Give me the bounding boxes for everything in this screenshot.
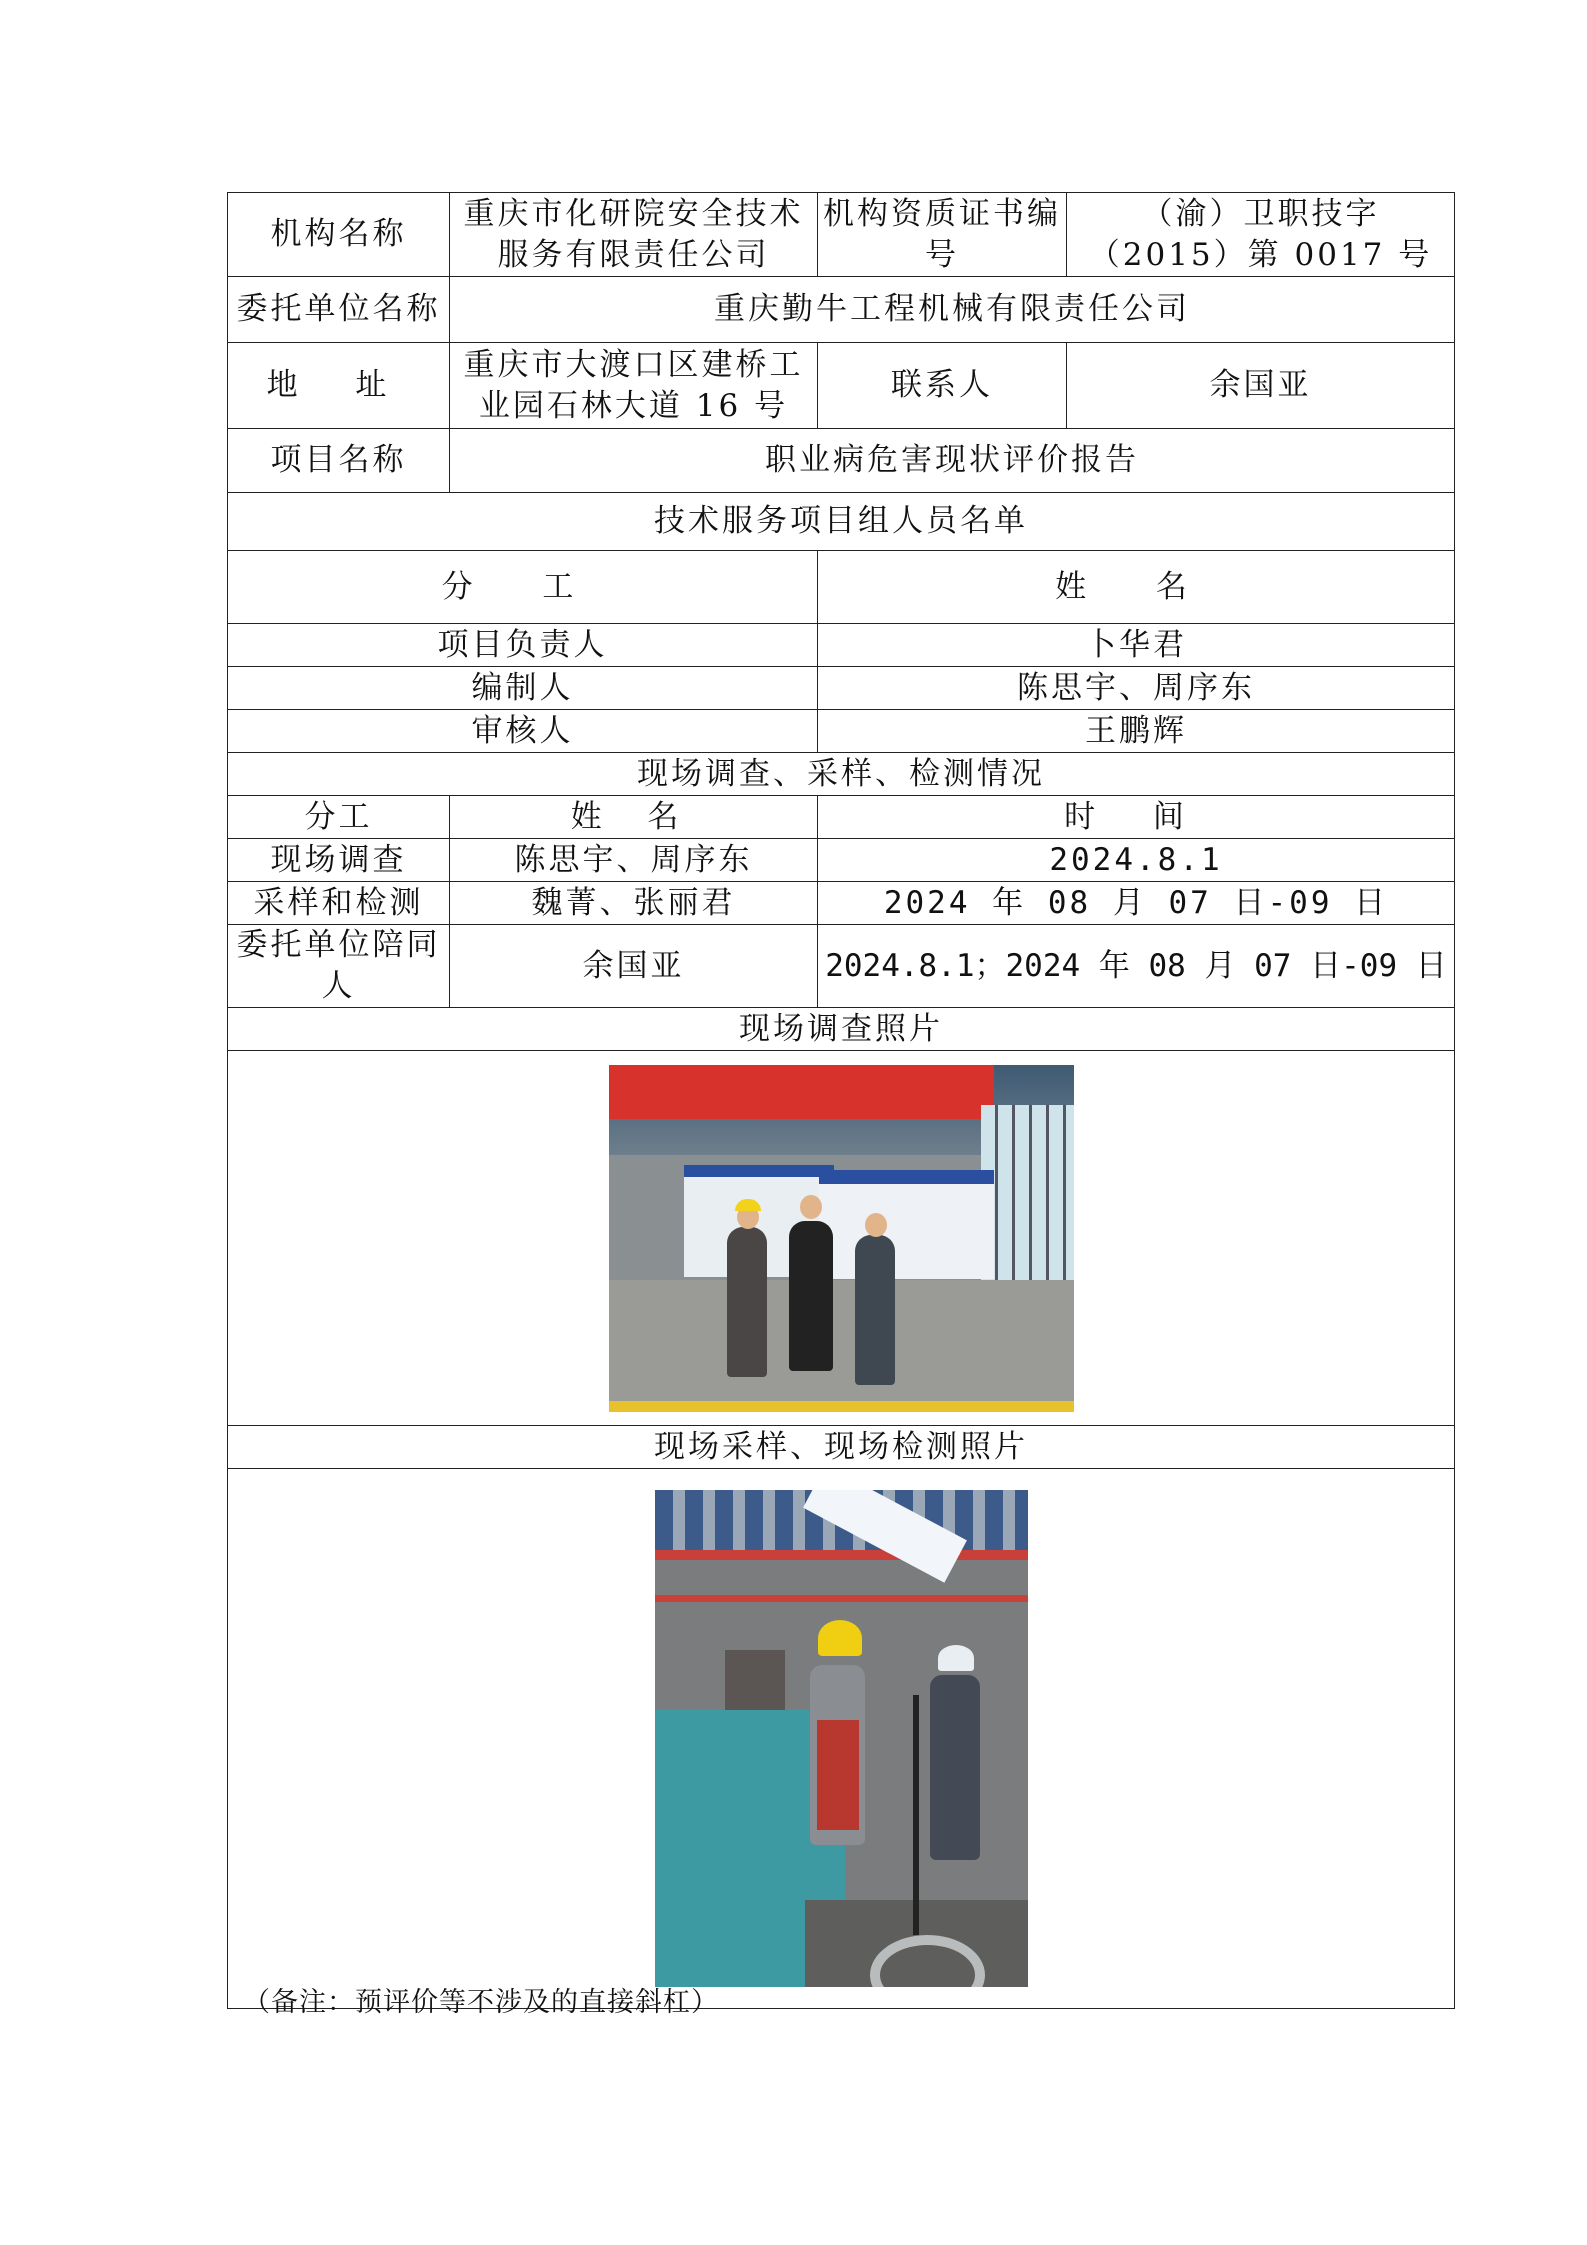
org-name-value: 重庆市化研院安全技术服务有限责任公司 xyxy=(450,193,818,277)
photo-safety-helmet xyxy=(818,1620,862,1656)
photo-person-head xyxy=(800,1195,822,1219)
survey-section-title: 现场调查、采样、检测情况 xyxy=(228,753,1455,796)
survey-time: 2024.8.1；2024 年 08 月 07 日-09 日 xyxy=(818,925,1455,1008)
project-name: 职业病危害现状评价报告 xyxy=(450,429,1455,493)
photo-banner xyxy=(609,1065,994,1119)
survey-role-header: 分工 xyxy=(228,796,450,839)
address-label: 地 址 xyxy=(228,343,450,429)
survey-time: 2024.8.1 xyxy=(818,839,1455,882)
photo-person-head xyxy=(865,1213,887,1237)
footnote: （备注：预评价等不涉及的直接斜杠） xyxy=(243,1987,719,2018)
project-label: 项目名称 xyxy=(228,429,450,493)
info-table xyxy=(227,192,1455,2009)
cert-label: 机构资质证书编号 xyxy=(818,193,1067,277)
photo2-cell xyxy=(228,1469,1455,2009)
contact-label: 联系人 xyxy=(818,343,1067,429)
photo-inspector xyxy=(930,1675,980,1860)
team-member: 陈思宇、周序东 xyxy=(818,667,1455,710)
team-role-header: 分 工 xyxy=(228,551,818,624)
team-role: 项目负责人 xyxy=(228,624,818,667)
survey-name: 魏菁、张丽君 xyxy=(450,882,818,925)
photo-worker-apron xyxy=(817,1720,859,1830)
photo2-title: 现场采样、现场检测照片 xyxy=(228,1426,1455,1469)
photo-person xyxy=(727,1227,767,1377)
photo-notice-board xyxy=(819,1170,994,1279)
photo-sampling-tripod xyxy=(913,1695,919,1935)
survey-time: 2024 年 08 月 07 日-09 日 xyxy=(818,882,1455,925)
photo-crane-beam xyxy=(655,1550,1028,1560)
survey-name: 余国亚 xyxy=(450,925,818,1008)
survey-role: 委托单位陪同人 xyxy=(228,925,450,1008)
address-value: 重庆市大渡口区建桥工业园石林大道 16 号 xyxy=(450,343,818,429)
photo-person xyxy=(789,1221,833,1371)
photo-windows xyxy=(981,1105,1074,1295)
photo-floor xyxy=(609,1280,1074,1412)
team-name-header: 姓 名 xyxy=(818,551,1455,624)
photo-floor-stripe xyxy=(609,1401,1074,1412)
team-member: 卜华君 xyxy=(818,624,1455,667)
org-name-label: 机构名称 xyxy=(228,193,450,277)
photo-person xyxy=(855,1235,895,1385)
survey-role: 现场调查 xyxy=(228,839,450,882)
photo1-title: 现场调查照片 xyxy=(228,1008,1455,1051)
cert-number: （渝）卫职技字（2015）第 0017 号 xyxy=(1067,193,1455,277)
client-name: 重庆勤牛工程机械有限责任公司 xyxy=(450,277,1455,343)
team-member: 王鹏辉 xyxy=(818,710,1455,753)
survey-name: 陈思宇、周序东 xyxy=(450,839,818,882)
team-section-title: 技术服务项目组人员名单 xyxy=(228,493,1455,551)
photo-crane-beam xyxy=(655,1595,1028,1602)
survey-time-header: 时 间 xyxy=(818,796,1455,839)
contact-value: 余国亚 xyxy=(1067,343,1455,429)
photo-safety-helmet xyxy=(938,1645,974,1671)
photo1-cell xyxy=(228,1051,1455,1426)
team-role: 审核人 xyxy=(228,710,818,753)
site-sampling-photo xyxy=(655,1490,1028,1987)
survey-role: 采样和检测 xyxy=(228,882,450,925)
survey-name-header: 姓 名 xyxy=(450,796,818,839)
site-survey-photo xyxy=(609,1065,1074,1412)
team-role: 编制人 xyxy=(228,667,818,710)
client-label: 委托单位名称 xyxy=(228,277,450,343)
